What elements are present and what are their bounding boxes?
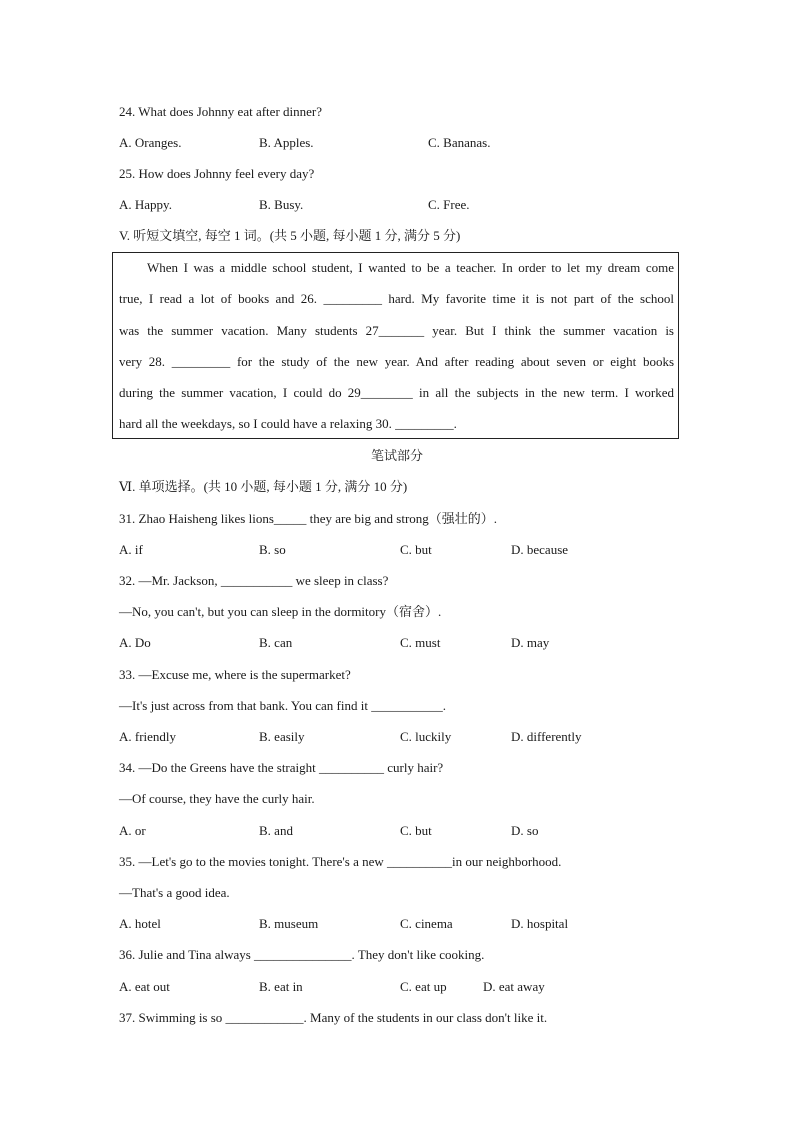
- q32-option-d: D. may: [511, 635, 550, 650]
- q33-question: 33. —Excuse me, where is the supermarket?: [119, 667, 351, 682]
- passage-line-3: was the summer vacation. Many students 27_______ year. But I think the summer vacation is: [119, 323, 674, 338]
- q32-option-a: A. Do: [119, 635, 151, 650]
- q33-option-c: C. luckily: [400, 729, 452, 744]
- passage-line-1: When I was a middle school student, I wanted to be a teacher. In order to let my dream come: [147, 260, 674, 275]
- q35-reply: —That's a good idea.: [119, 885, 230, 900]
- passage-line-2: true, I read a lot of books and 26. _________ hard. My favorite time it is not part of the school: [119, 291, 674, 306]
- q35-option-a: A. hotel: [119, 916, 161, 931]
- passage-box: [112, 252, 679, 439]
- q35-option-d: D. hospital: [511, 916, 569, 931]
- q31-option-c: C. but: [400, 542, 432, 557]
- q36-option-b: B. eat in: [259, 979, 303, 994]
- written-part-title: 笔试部分: [370, 448, 423, 463]
- q33-option-a: A. friendly: [119, 729, 177, 744]
- q25-option-b: B. Busy.: [259, 197, 304, 212]
- q35-question: 35. —Let's go to the movies tonight. There's a new __________in our neighborhood.: [119, 854, 562, 869]
- q31-option-d: D. because: [511, 542, 569, 557]
- q32-option-c: C. must: [400, 635, 441, 650]
- q32-option-b: B. can: [259, 635, 293, 650]
- q35-option-b: B. museum: [259, 916, 319, 931]
- q36-option-a: A. eat out: [119, 979, 170, 994]
- q25-option-a: A. Happy.: [119, 197, 172, 212]
- q34-reply: —Of course, they have the curly hair.: [119, 791, 315, 806]
- q33-option-b: B. easily: [259, 729, 305, 744]
- q36-option-c: C. eat up: [400, 979, 447, 994]
- q36-question: 36. Julie and Tina always _______________. They don't like cooking.: [119, 947, 485, 962]
- q34-option-c: C. but: [400, 823, 432, 838]
- q34-question: 34. —Do the Greens have the straight __________ curly hair?: [119, 760, 444, 775]
- q31-option-b: B. so: [259, 542, 286, 557]
- q24-option-a: A. Oranges.: [119, 135, 182, 150]
- q37-question: 37. Swimming is so ____________. Many of the students in our class don't like it.: [119, 1010, 548, 1025]
- q32-reply: —No, you can't, but you can sleep in the dormitory（宿舍）.: [119, 604, 442, 619]
- q31-option-a: A. if: [119, 542, 143, 557]
- q24-question: 24. What does Johnny eat after dinner?: [119, 104, 322, 119]
- section5-heading: V. 听短文填空, 每空 1 词。(共 5 小题, 每小题 1 分, 满分 5 分): [119, 228, 461, 243]
- q32-question: 32. —Mr. Jackson, ___________ we sleep in class?: [119, 573, 389, 588]
- q25-question: 25. How does Johnny feel every day?: [119, 166, 315, 181]
- q33-option-d: D. differently: [511, 729, 582, 744]
- q25-option-c: C. Free.: [428, 197, 470, 212]
- passage-line-5: during the summer vacation, I could do 29________ in all the subjects in the new term. I worked: [119, 385, 674, 400]
- q35-option-c: C. cinema: [400, 916, 453, 931]
- q34-option-d: D. so: [511, 823, 539, 838]
- q36-option-d: D. eat away: [483, 979, 545, 994]
- section6-heading: Ⅵ. 单项选择。(共 10 小题, 每小题 1 分, 满分 10 分): [119, 479, 408, 494]
- q24-option-c: C. Bananas.: [428, 135, 491, 150]
- q24-option-b: B. Apples.: [259, 135, 314, 150]
- q34-option-a: A. or: [119, 823, 146, 838]
- q34-option-b: B. and: [259, 823, 293, 838]
- passage-line-4: very 28. _________ for the study of the new year. And after reading about seven or eight books: [119, 354, 674, 369]
- passage-line-6: hard all the weekdays, so I could have a relaxing 30. _________.: [119, 416, 457, 431]
- q33-reply: —It's just across from that bank. You can find it ___________.: [119, 698, 446, 713]
- q31-question: 31. Zhao Haisheng likes lions_____ they are big and strong（强壮的）.: [119, 511, 498, 526]
